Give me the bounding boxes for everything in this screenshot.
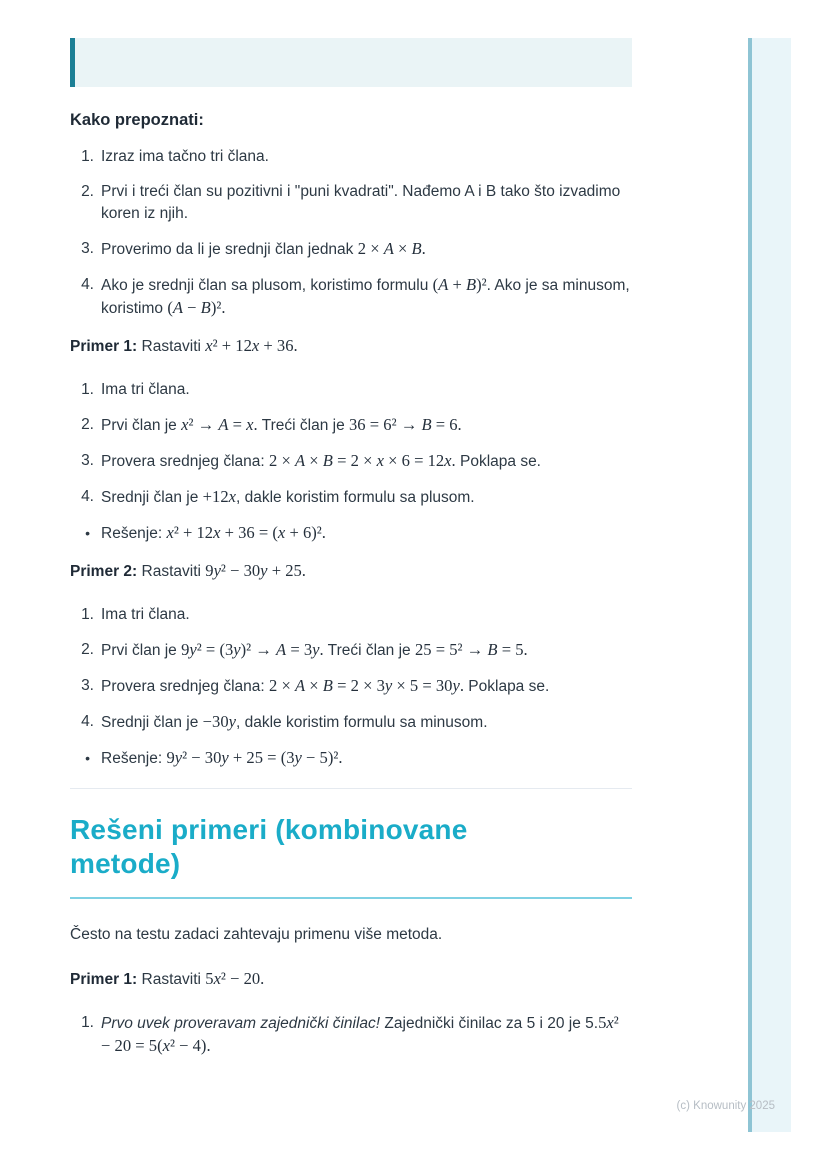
solution-item xyxy=(80,747,632,770)
section-heading-kako-prepoznati: Kako prepoznati: xyxy=(70,111,204,129)
list-text: Prvo uvek proveravam zajednički činilac! Zajednički činilac za 5 i 20 je 5.5x² − 20 = 5(x² − 4). xyxy=(101,1013,619,1055)
list-number: 2. xyxy=(81,641,94,658)
list-text: Ako je srednji član sa plusom, koristimo formulu (A + B)². Ako je sa minusom, koristimo (A − B)². xyxy=(101,275,630,317)
list-item xyxy=(80,274,632,320)
list-item xyxy=(80,711,632,734)
combined-heading-underline xyxy=(70,813,632,899)
solution-item xyxy=(80,522,632,545)
section-divider xyxy=(70,788,632,789)
list-number: 4. xyxy=(81,713,94,730)
list-text: Ima tri člana. xyxy=(101,606,190,623)
page-edge-decoration xyxy=(752,38,791,1132)
list-text: Provera srednjeg člana: 2 × A × B = 2 × x × 6 = 12x. Poklapa se. xyxy=(101,451,541,470)
list-text: Srednji član je −30y, dakle koristim formulu sa minusom. xyxy=(101,712,488,731)
list-text: Prvi član je x² → A = x. Treći član je 36 = 6² → B = 6. xyxy=(101,415,462,434)
primer2-header: Primer 2: Rastaviti 9y² − 30y + 25. xyxy=(70,561,306,580)
recognize-list xyxy=(70,146,632,320)
list-number: 1. xyxy=(81,381,94,398)
bullet-marker: • xyxy=(85,750,90,766)
solution-text: Rešenje: 9y² − 30y + 25 = (3y − 5)². xyxy=(101,748,343,767)
list-number: 4. xyxy=(81,276,94,293)
list-number: 1. xyxy=(81,606,94,623)
bullet-marker: • xyxy=(85,525,90,541)
copyright-footer: (c) Knowunity 2025 xyxy=(676,1100,775,1112)
combined-intro: Često na testu zadaci zahtevaju primenu više metoda. xyxy=(70,926,443,943)
combined-primer1-steps xyxy=(70,1012,632,1058)
list-number: 2. xyxy=(81,183,94,200)
document-content xyxy=(70,38,632,1071)
list-item xyxy=(80,486,632,509)
page-edge-line xyxy=(748,38,752,1132)
list-item xyxy=(80,181,632,225)
list-item xyxy=(80,450,632,473)
list-number: 3. xyxy=(81,452,94,469)
list-item xyxy=(80,675,632,698)
list-text: Ima tri člana. xyxy=(101,381,190,398)
primer2-steps xyxy=(70,604,632,770)
list-item xyxy=(80,238,632,261)
list-item xyxy=(80,379,632,401)
list-number: 3. xyxy=(81,677,94,694)
callout-box xyxy=(70,38,632,87)
primer1-header: Primer 1: Rastaviti x² + 12x + 36. xyxy=(70,336,298,355)
list-number: 1. xyxy=(81,148,94,165)
list-text: Srednji član je +12x, dakle koristim formulu sa plusom. xyxy=(101,487,475,506)
list-text: Prvi i treći član su pozitivni i "puni kvadrati". Nađemo A i B tako što izvadimo koren iz njih. xyxy=(101,183,621,222)
list-text: Prvi član je 9y² = (3y)² → A = 3y. Treći član je 25 = 5² → B = 5. xyxy=(101,640,528,659)
list-text: Proverimo da li je srednji član jednak 2 × A × B. xyxy=(101,239,426,258)
list-number: 1. xyxy=(81,1014,94,1031)
combined-section-title: Rešeni primeri (kombinovane metode) xyxy=(70,814,468,879)
solution-text: Rešenje: x² + 12x + 36 = (x + 6)². xyxy=(101,523,326,542)
list-number: 4. xyxy=(81,488,94,505)
list-item xyxy=(80,639,632,662)
list-number: 3. xyxy=(81,240,94,257)
list-item xyxy=(80,604,632,626)
combined-primer1-header: Primer 1: Rastaviti 5x² − 20. xyxy=(70,969,265,988)
list-text: Izraz ima tačno tri člana. xyxy=(101,148,269,165)
list-item xyxy=(80,1012,632,1058)
list-item xyxy=(80,146,632,168)
list-item xyxy=(80,414,632,437)
list-text: Provera srednjeg člana: 2 × A × B = 2 × 3y × 5 = 30y. Poklapa se. xyxy=(101,676,550,695)
primer1-steps xyxy=(70,379,632,545)
list-number: 2. xyxy=(81,416,94,433)
